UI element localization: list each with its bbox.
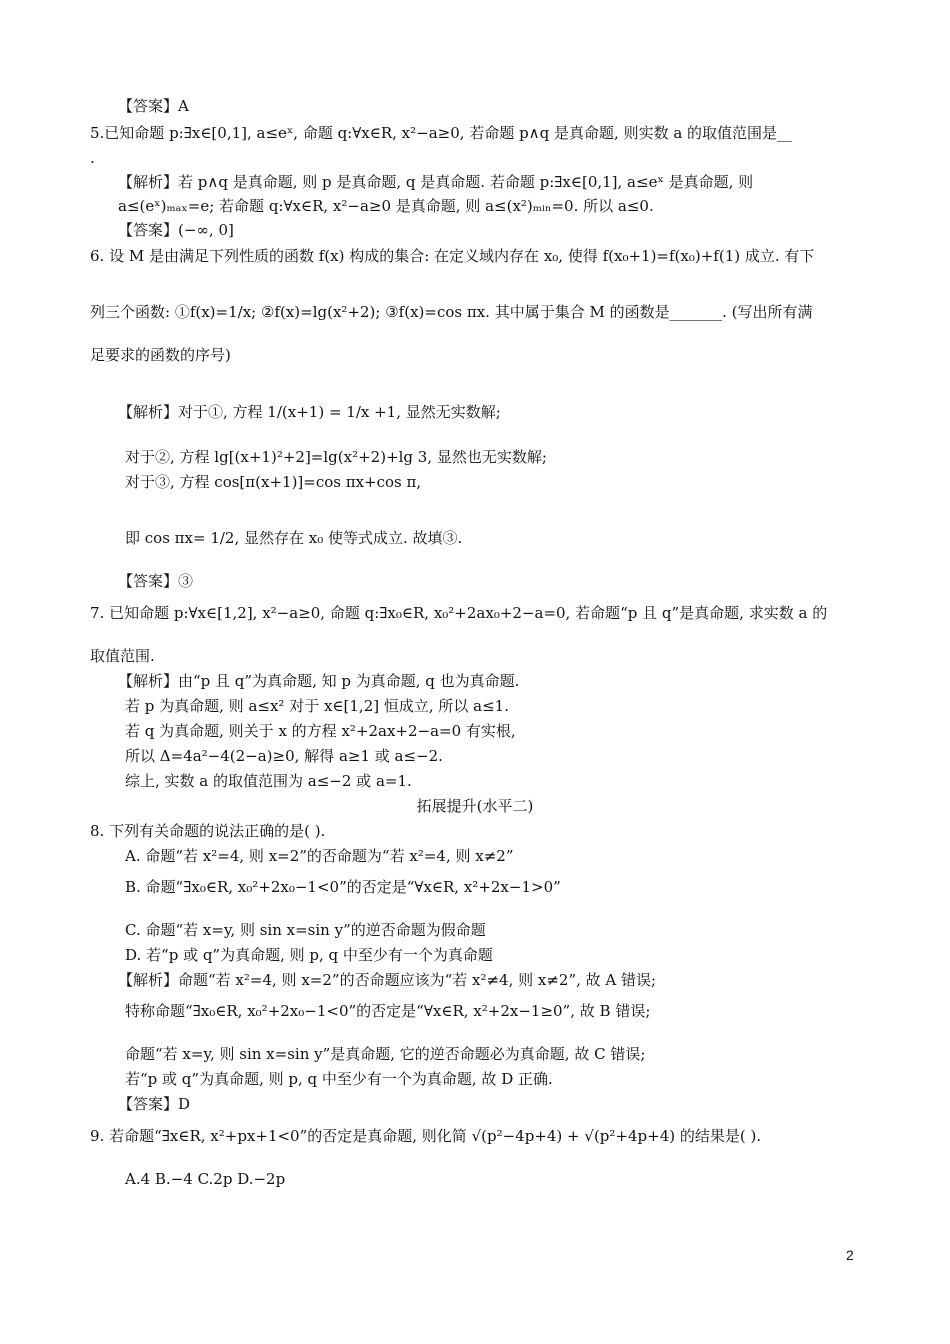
text-line: 所以 Δ=4a²−4(2−a)≥0, 解得 a≥1 或 a≤−2. <box>125 747 443 765</box>
text-line: 9. 若命题“∃x∈R, x²+px+1<0”的否定是真命题, 则化简 √(p²−4p+4) + √(p²+4p+4) 的结果是( ). <box>90 1127 762 1145</box>
text-line: . <box>90 149 95 167</box>
text-line: D. 若“p 或 q”为真命题, 则 p, q 中至少有一个为真命题 <box>125 946 493 964</box>
text-line: 取值范围. <box>90 647 155 665</box>
text-line: 列三个函数: ①f(x)=1/x; ②f(x)=lg(x²+2); ③f(x)=cos πx. 其中属于集合 M 的函数是_______. (写出所有满 <box>90 303 813 321</box>
text-line: 足要求的函数的序号) <box>90 346 231 364</box>
text-line: 6. 设 M 是由满足下列性质的函数 f(x) 构成的集合: 在定义域内存在 x₀, 使得 f(x₀+1)=f(x₀)+f(1) 成立. 有下 <box>90 247 815 265</box>
text-line: B. 命题“∃x₀∈R, x₀²+2x₀−1<0”的否定是“∀x∈R, x²+2x−1>0” <box>125 878 561 896</box>
text-line: 【答案】(−∞, 0] <box>118 221 234 239</box>
text-line: a≤(eˣ)ₘₐₓ=e; 若命题 q:∀x∈R, x²−a≥0 是真命题, 则 a≤(x²)ₘᵢₙ=0. 所以 a≤0. <box>118 197 654 215</box>
text-line: 若 p 为真命题, 则 a≤x² 对于 x∈[1,2] 恒成立, 所以 a≤1. <box>125 697 509 715</box>
section-heading: 拓展提升(水平二) <box>416 797 534 815</box>
text-line: 7. 已知命题 p:∀x∈[1,2], x²−a≥0, 命题 q:∃x₀∈R, x₀²+2ax₀+2−a=0, 若命题“p 且 q”是真命题, 求实数 a 的 <box>90 604 828 622</box>
text-line: 【解析】对于①, 方程 1/(x+1) = 1/x +1, 显然无实数解; <box>118 403 501 421</box>
text-line: A. 命题“若 x²=4, 则 x=2”的否命题为“若 x²=4, 则 x≠2” <box>125 847 514 865</box>
text-line: 命题“若 x=y, 则 sin x=sin y”是真命题, 它的逆否命题必为真命题, 故 C 错误; <box>125 1045 646 1063</box>
text-line: 若 q 为真命题, 则关于 x 的方程 x²+2ax+2−a=0 有实根, <box>125 722 516 740</box>
text-line: 对于③, 方程 cos[π(x+1)]=cos πx+cos π, <box>125 473 422 491</box>
page-number: 2 <box>846 1247 854 1263</box>
text-line: C. 命题“若 x=y, 则 sin x=sin y”的逆否命题为假命题 <box>125 921 486 939</box>
text-line: 8. 下列有关命题的说法正确的是( ). <box>90 822 326 840</box>
text-line: 【答案】③ <box>118 572 194 590</box>
text-line: 若“p 或 q”为真命题, 则 p, q 中至少有一个为真命题, 故 D 正确. <box>125 1070 553 1088</box>
text-line: 对于②, 方程 lg[(x+1)²+2]=lg(x²+2)+lg 3, 显然也无实数解; <box>125 448 547 466</box>
text-line: 【解析】若 p∧q 是真命题, 则 p 是真命题, q 是真命题. 若命题 p:∃x∈[0,1], a≤eˣ 是真命题, 则 <box>118 173 754 191</box>
text-line: 综上, 实数 a 的取值范围为 a≤−2 或 a=1. <box>125 772 412 790</box>
text-line: A.4 B.−4 C.2p D.−2p <box>125 1170 286 1188</box>
text-line: 特称命题“∃x₀∈R, x₀²+2x₀−1<0”的否定是“∀x∈R, x²+2x−1≥0”, 故 B 错误; <box>125 1002 651 1020</box>
text-line: 【解析】由“p 且 q”为真命题, 知 p 为真命题, q 也为真命题. <box>118 672 520 690</box>
text-line: 【答案】A <box>118 97 189 115</box>
text-line: 【解析】命题“若 x²=4, 则 x=2”的否命题应该为“若 x²≠4, 则 x≠2”, 故 A 错误; <box>118 971 657 989</box>
text-line: 【答案】D <box>118 1095 191 1113</box>
text-line: 5.已知命题 p:∃x∈[0,1], a≤eˣ, 命题 q:∀x∈R, x²−a≥0, 若命题 p∧q 是真命题, 则实数 a 的取值范围是__ <box>90 124 793 142</box>
text-line: 即 cos πx= 1/2, 显然存在 x₀ 使等式成立. 故填③. <box>125 529 463 547</box>
